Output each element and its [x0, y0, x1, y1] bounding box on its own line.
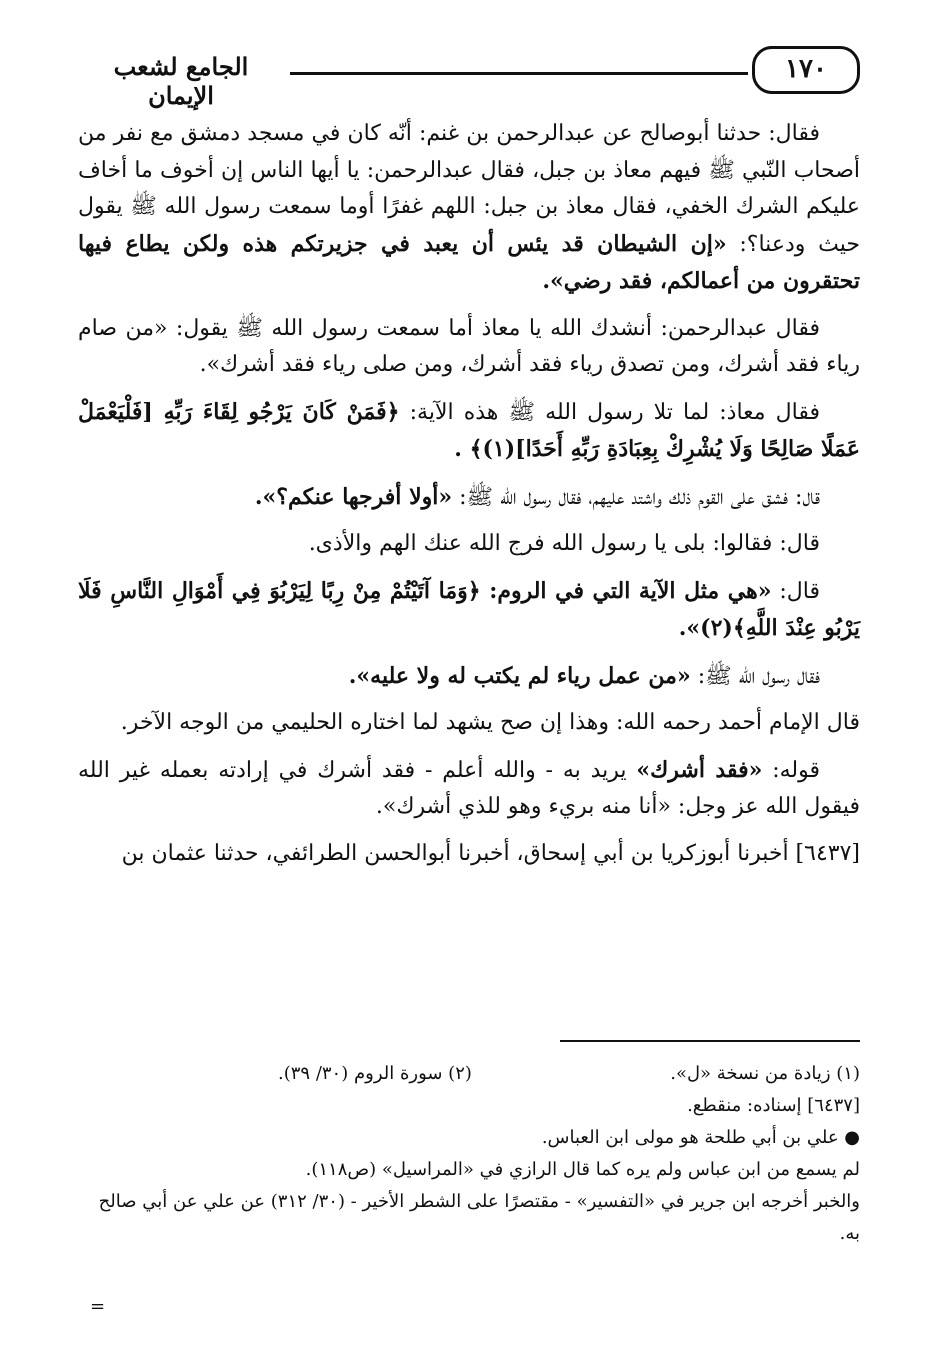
paragraph [78, 394, 860, 469]
footnote-line: لم يسمع من ابن عباس ولم يره كما قال الرازي في «المراسيل» (ص١١٨). [305, 1159, 860, 1180]
paragraph-text: فقال رسول الله ﷺ: [697, 663, 820, 689]
paragraph-text: يريد به - والله أعلم - فقد أشرك في إرادته بعمله غير الله فيقول الله عز وجل: «أنا منه بريء وهو للذي أشرك». [78, 757, 860, 819]
quoted-phrase: «فقد أشرك» [636, 756, 763, 783]
paragraph-text: [٦٤٣٧] أخبرنا أبوزكريا بن أبي إسحاق، أخبرنا أبوالحسن الطرائفي، حدثنا عثمان بن [121, 840, 860, 866]
paragraph [78, 526, 860, 563]
paragraph [78, 573, 860, 648]
footnote-row [78, 1058, 860, 1090]
footnote-line: والخبر أخرجه ابن جرير في «التفسير» - مقتصرًا على الشطر الأخير - (٣٠/ ٣١٢) عن علي عن أبي صالح به. [98, 1191, 860, 1244]
paragraph-text: فقال معاذ: لما تلا رسول الله ﷺ هذه الآية: [409, 399, 820, 425]
paragraph [78, 479, 860, 517]
footnote-isnad: [٦٤٣٧] إسناده: منقطع. [687, 1095, 860, 1116]
paragraph-text: قال: فشق على القوم ذلك واشتد عليهم، فقال رسول الله ﷺ: [459, 484, 820, 510]
hadith-quote: «هي مثل الآية التي في الروم: ﴿وَمَا آتَيْتُمْ مِنْ رِبًا لِيَرْبُوَ فِي أَمْوَالِ النَّاسِ فَلَا يَرْبُو عِنْدَ اللَّهِ﴾(٢)». [78, 577, 860, 641]
page-header [78, 40, 860, 110]
hadith-quote: «إن الشيطان قد يئس أن يعبد في جزيرتكم هذه ولكن يطاع فيها تحتقرون من أعمالكم، فقد رضي». [78, 230, 860, 294]
footnote-bullet: ● علي بن أبي طلحة هو مولى ابن العباس. [541, 1127, 860, 1148]
paragraph [78, 658, 860, 696]
footnote-rule [560, 1040, 860, 1042]
paragraph-text: فقال عبدالرحمن: أنشدك الله يا معاذ أما سمعت رسول الله ﷺ يقول: «من صام رياء فقد أشرك، ومن تصدق رياء فقد أشرك، ومن صلى رياء فقد أشرك». [78, 315, 860, 377]
paragraph-text: فقال: حدثنا أبوصالح عن عبدالرحمن بن غنم: أنّه كان في مسجد دمشق مع نفر من أصحاب النّبي ﷺ فيهم معاذ بن جبل، فقال عبدالرحمن: يا أيها الناس إن أخوف ما أخاف عليكم الشرك الخفي، فقال معاذ بن جبل: اللهم غفرًا أوما سمعت رسول الله ﷺ يقول حيث ودعنا؟: [78, 121, 860, 257]
paragraph-text: قوله: [772, 757, 821, 783]
book-title: الجامع لشعب الإيمان [113, 52, 249, 110]
paragraph [78, 836, 860, 873]
paragraph-text: قال الإمام أحمد رحمه الله: وهذا إن صح يشهد لما اختاره الحليمي من الوجه الآخر. [120, 710, 860, 735]
continuation-mark: = [90, 1296, 106, 1317]
main-text [78, 116, 860, 882]
paragraph [78, 116, 860, 301]
hadith-quote: «أولا أفرجها عنكم؟». [254, 483, 453, 510]
hadith-quote: «من عمل رياء لم يكتب له ولا عليه». [348, 662, 691, 689]
quran-verse: ﴿فَمَنْ كَانَ يَرْجُو لِقَاءَ رَبِّهِ [فَلْيَعْمَلْ عَمَلًا صَالِحًا وَلَا يُشْرِكْ بِعِبَادَةِ رَبِّهِ أَحَدًا](١)﴾ . [78, 398, 860, 462]
footnote-2: (٢) سورة الروم (٣٠/ ٣٩). [278, 1063, 472, 1084]
paragraph [78, 311, 860, 384]
paragraph-text: قال: فقالوا: بلى يا رسول الله فرج الله عنك الهم والأذى. [308, 531, 820, 556]
paragraph [78, 705, 860, 742]
footnote-1: (١) زيادة من نسخة «ل». [670, 1063, 860, 1084]
footnotes [78, 1058, 860, 1250]
paragraph [78, 752, 860, 826]
paragraph-text: قال: [779, 578, 820, 604]
page-number: ١٧٠ [752, 46, 860, 94]
header-rule [290, 72, 748, 75]
